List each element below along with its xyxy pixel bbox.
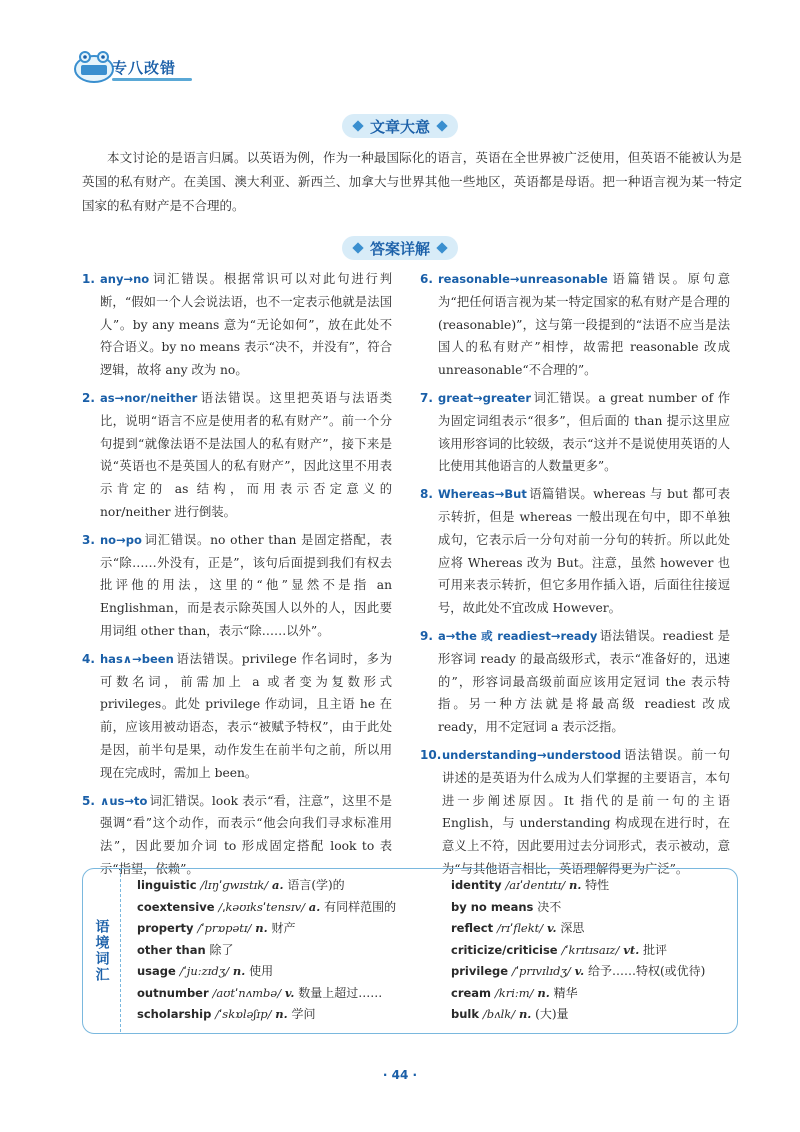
answer-explanation: 语法错误。这里把英语与法语类比，说明“语言不应是使用者的私有财产”。前一个分句提到“就像法语不是法国人的私有财产”，接下来是说“英语也不是英国人的私有财产”，因此这里不用表示肯定的 as 结构，而用表示否定意义的 nor/neither 进行倒装。	[100, 390, 392, 519]
vocabulary-column-right	[451, 875, 737, 1026]
correction-head: a→the 或 readiest→ready	[438, 628, 598, 643]
answer-number: 5.	[82, 793, 95, 808]
answer-item	[420, 625, 730, 739]
chapter-header	[72, 50, 202, 84]
answer-explanation: 语篇错误。原句意为“把任何语言视为某一特定国家的私有财产是合理的(reasonable)”，这与第一段提到的“法语不应当是法国人的私有财产”相悖，故需把 reasonable 改成 unreasonable“不合理的”。	[438, 272, 730, 378]
answer-item	[82, 268, 392, 382]
answer-explanation: 词汇错误。look 表示“看，注意”，这里不是强调“看”这个动作，而表示“他会向我们寻求标准用法”，因此要加介词 to 形成固定搭配 look to 表示“指望，依赖”。	[100, 793, 392, 876]
vocab-entry: cream /kriːm/ n. 精华	[451, 985, 578, 1000]
answer-number: 10.	[420, 747, 442, 762]
correction-head: reasonable→unreasonable	[438, 272, 608, 286]
answer-item	[420, 268, 730, 382]
answer-explanation: 语篇错误。whereas 与 but 都可表示转折，但是 whereas 一般出现在句中，即不单独成句，它表示后一分句对前一分句的转折。所以此处应将 Whereas 改为 But。注意，虽然 however 也可用来表示转折，但它多用作插入语，后面往往接逗号，故此处不宜改成 However。	[438, 487, 730, 616]
correction-head: any→no	[100, 272, 150, 286]
correction-head: understanding→understood	[442, 747, 622, 762]
correction-head: as→nor/neither	[100, 390, 198, 405]
vocabulary-label: 语境词汇	[83, 869, 121, 1032]
vocab-entry: property /ˈprɒpətɪ/ n. 财产	[137, 921, 296, 935]
answer-explanation: 语法错误。前一句讲述的是英语为什么成为人们掌握的主要语言，本句进一步阐述原因。It 指代的是前一句的主语 English，与 understanding 构成现在进行时，在意义上不符，因此要用过去分词形式，表示被动，意为“与其他语言相比，英语理解得更为广泛”。	[442, 747, 730, 876]
answer-item	[420, 483, 730, 620]
vocabulary-box	[82, 868, 738, 1034]
vocab-entry: coextensive /ˌkəʊɪksˈtensɪv/ a. 有同样范围的	[137, 899, 397, 914]
frog-logo-icon	[72, 50, 116, 84]
header-underline	[112, 78, 192, 81]
summary-section-heading	[0, 114, 800, 138]
vocab-entry: reflect /rɪˈflekt/ v. 深思	[451, 921, 585, 935]
answers-column-left	[82, 268, 392, 886]
chapter-title: 专八改错	[112, 59, 177, 77]
answer-number: 6.	[420, 272, 433, 286]
correction-head: Whereas→But	[438, 487, 527, 502]
correction-head: no→po	[100, 532, 142, 547]
answer-explanation: 词汇错误。a great number of 作为固定词组表示“很多”，但后面的 than 提示这里应该用形容词的比较级，表示“这并不是说使用英语的人比使用其他语言的人数量更多”。	[438, 390, 730, 474]
answer-number: 8.	[420, 487, 433, 502]
vocab-entry: privilege /ˈprɪvɪlɪdʒ/ v. 给予……特权(或优待)	[451, 964, 706, 978]
answer-item	[420, 744, 730, 881]
vocab-entry: outnumber /aʊtˈnʌmbə/ v. 数量上超过……	[137, 985, 383, 1000]
answer-explanation: 词汇错误。no other than 是固定搭配，表示“除……外没有，正是”，该句后面提到我们有权去批评他的用法，这里的“他”显然不是指 an Englishman，而是表示除英国人以外的人，因此要用词组 other than，表示“除……以外”。	[100, 532, 392, 638]
answer-number: 4.	[82, 651, 95, 666]
vocab-entry: identity /aɪˈdentɪtɪ/ n. 特性	[451, 878, 610, 892]
diamond-icon	[436, 242, 447, 253]
answer-item	[82, 387, 392, 524]
answer-item	[82, 529, 392, 643]
answer-item	[82, 648, 392, 785]
page-number: · 44 ·	[382, 1068, 418, 1082]
answer-explanation: 语法错误。readiest 是形容词 ready 的最高级形式，表示“准备好的，迅速的”，形容词最高级前面应该用定冠词 the 表示特指。另一种方法就是将最高级 readiest 改成 ready，用不定冠词 a 表示泛指。	[438, 628, 731, 735]
answers-title: 答案详解	[369, 239, 430, 258]
correction-head: great→greater	[438, 390, 532, 405]
vocab-entry: usage /ˈjuːzɪdʒ/ n. 使用	[137, 964, 274, 978]
answer-number: 2.	[82, 390, 95, 405]
answer-explanation: 词汇错误。根据常识可以对此句进行判断，“假如一个人会说法语，也不一定表示他就是法国人”。by any means 意为“无论如何”，放在此处不符合语义。by no means 表示“决不，并没有”，符合逻辑，故将 any 改为 no。	[100, 272, 392, 378]
vocab-entry: scholarship /ˈskɒləʃɪp/ n. 学问	[137, 1007, 316, 1021]
answer-item	[420, 387, 730, 478]
vocab-entry: linguistic /lɪŋˈɡwɪstɪk/ a. 语言(学)的	[137, 878, 345, 892]
answers-column-right	[420, 268, 730, 886]
answer-number: 1.	[82, 272, 95, 286]
answer-number: 9.	[420, 628, 433, 643]
vocabulary-column-left	[137, 875, 437, 1026]
diamond-icon	[436, 120, 447, 131]
answer-number: 3.	[82, 532, 95, 547]
summary-text: 本文讨论的是语言归属。以英语为例，作为一种最国际化的语言，英语在全世界被广泛使用，但英语不能被认为是英国的私有财产。在美国、澳大利亚、新西兰、加拿大与世界其他一些地区，英语都是母语。把一种语言视为某一特定国家的私有财产是不合理的。	[82, 150, 742, 213]
correction-head: ∧us→to	[100, 793, 148, 808]
answer-explanation: 语法错误。privilege 作名词时，多为可数名词，前需加上 a 或者变为复数形式 privileges。此处 privilege 作动词，且主语 he 在前，应该用被动语态，表示“被赋予特权”，由于此处是因，前半句是果，动作发生在前半句之前，所以用现在完成时，需加上 been。	[100, 651, 392, 780]
vocab-entry: by no means 决不	[451, 899, 562, 914]
correction-head: has∧→been	[100, 651, 174, 666]
vocab-entry: bulk /bʌlk/ n. (大)量	[451, 1007, 569, 1021]
answer-number: 7.	[420, 390, 433, 405]
vocab-entry: criticize/criticise /ˈkrɪtɪsaɪz/ vt. 批评	[451, 942, 668, 957]
answers-section-heading	[0, 236, 800, 260]
summary-title: 文章大意	[369, 117, 430, 136]
diamond-icon	[352, 120, 363, 131]
vocab-entry: other than 除了	[137, 942, 234, 957]
diamond-icon	[352, 242, 363, 253]
